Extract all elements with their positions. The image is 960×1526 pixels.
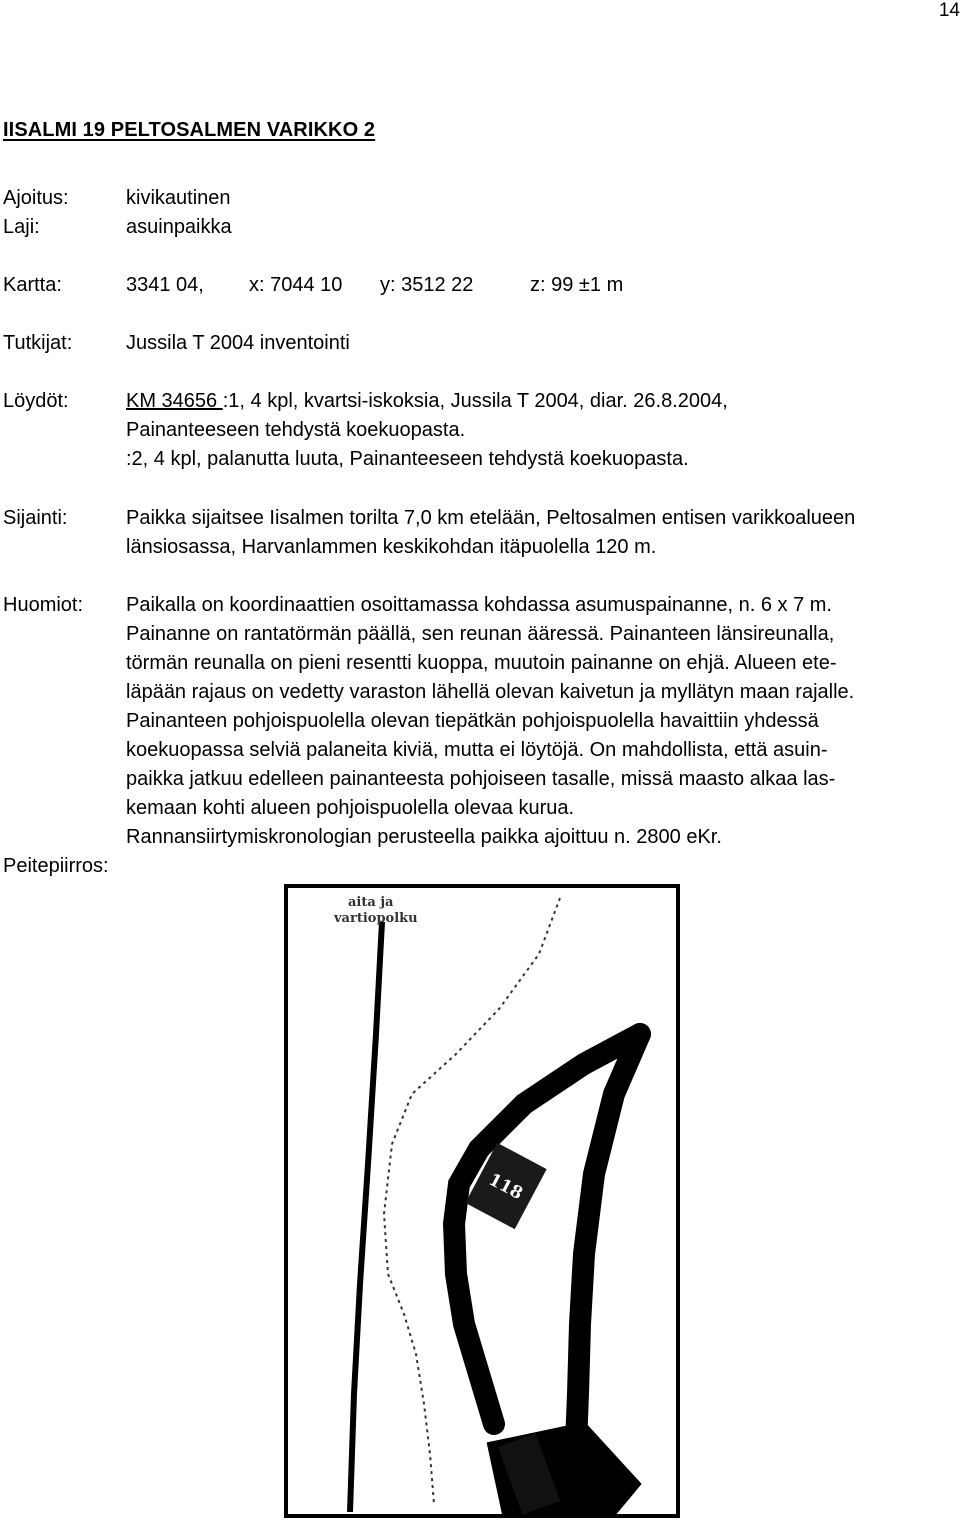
loydot-line-2: Painanteeseen tehdystä koekuopasta. xyxy=(126,419,466,441)
huomiot-line: Paikalla on koordinaattien osoittamassa kohdassa asumuspainanne, n. 6 x 7 m. xyxy=(126,594,832,616)
laji-value: asuinpaikka xyxy=(126,216,232,238)
peitepiirros-label: Peitepiirros: xyxy=(3,855,109,877)
loydot-value xyxy=(126,387,728,474)
kartta-y-coordinate: y: 3512 22 xyxy=(380,274,474,296)
building-118-label: 118 xyxy=(485,1169,526,1205)
sijainti-value xyxy=(126,504,855,562)
huomiot-line: Painanne on rantatörmän päällä, sen reunan ääressä. Painanteen länsireunalla, xyxy=(126,623,835,645)
huomiot-line: Painanteen pohjoispuolella olevan tiepätkän pohjoispuolella havaittiin yhdessä xyxy=(126,710,819,732)
tutkijat-value: Jussila T 2004 inventointi xyxy=(126,332,350,354)
tutkijat-label: Tutkijat: xyxy=(3,332,73,354)
huomiot-line: Rannansiirtymiskronologian perusteella paikka ajoittuu n. 2800 eKr. xyxy=(126,826,722,848)
laji-label: Laji: xyxy=(3,216,40,238)
huomiot-line: törmän reunalla on pieni resentti kuoppa, muutoin painanne on ehjä. Alueen ete- xyxy=(126,652,837,674)
page-number: 14 xyxy=(938,0,960,21)
map-label-fence-1: aita ja xyxy=(348,895,394,910)
site-map xyxy=(284,884,680,1518)
huomiot-line: koekuopassa selviä palaneita kiviä, mutta ei löytöjä. On mahdollista, että asuin- xyxy=(126,739,828,761)
ajoitus-value: kivikautinen xyxy=(126,187,231,209)
huomiot-line: kemaan kohti alueen pohjoispuolella olevaa kurua. xyxy=(126,797,575,819)
page-title: IISALMI 19 PELTOSALMEN VARIKKO 2 xyxy=(3,119,376,141)
kartta-label: Kartta: xyxy=(3,274,62,296)
huomiot-value xyxy=(126,591,854,852)
loydot-label: Löydöt: xyxy=(3,390,69,412)
kartta-map-sheet: 3341 04, xyxy=(126,274,204,296)
loydot-line-1: :1, 4 kpl, kvartsi-iskoksia, Jussila T 2004, diar. 26.8.2004, xyxy=(222,390,728,412)
sijainti-label: Sijainti: xyxy=(3,507,68,529)
huomiot-line: paikka jatkuu edelleen painanteesta pohjoiseen tasalle, missä maasto alkaa las- xyxy=(126,768,836,790)
kartta-x-coordinate: x: 7044 10 xyxy=(249,274,343,296)
map-label-fence-2: vartiopolku xyxy=(334,911,418,926)
km-catalogue-number: KM 34656 xyxy=(126,390,223,412)
sijainti-line: Paikka sijaitsee Iisalmen torilta 7,0 km etelään, Peltosalmen entisen varikkoalueen xyxy=(126,507,856,529)
sijainti-line: länsiosassa, Harvanlammen keskikohdan itäpuolella 120 m. xyxy=(126,536,657,558)
kartta-z-elevation: z: 99 ±1 m xyxy=(530,274,624,296)
loydot-line-3: :2, 4 kpl, palanutta luuta, Painanteeseen tehdystä koekuopasta. xyxy=(126,448,689,470)
huomiot-label: Huomiot: xyxy=(3,594,84,616)
ajoitus-label: Ajoitus: xyxy=(3,187,69,209)
huomiot-line: läpään rajaus on vedetty varaston lähellä olevan kaivetun ja myllätyn maan rajalle. xyxy=(126,681,855,703)
